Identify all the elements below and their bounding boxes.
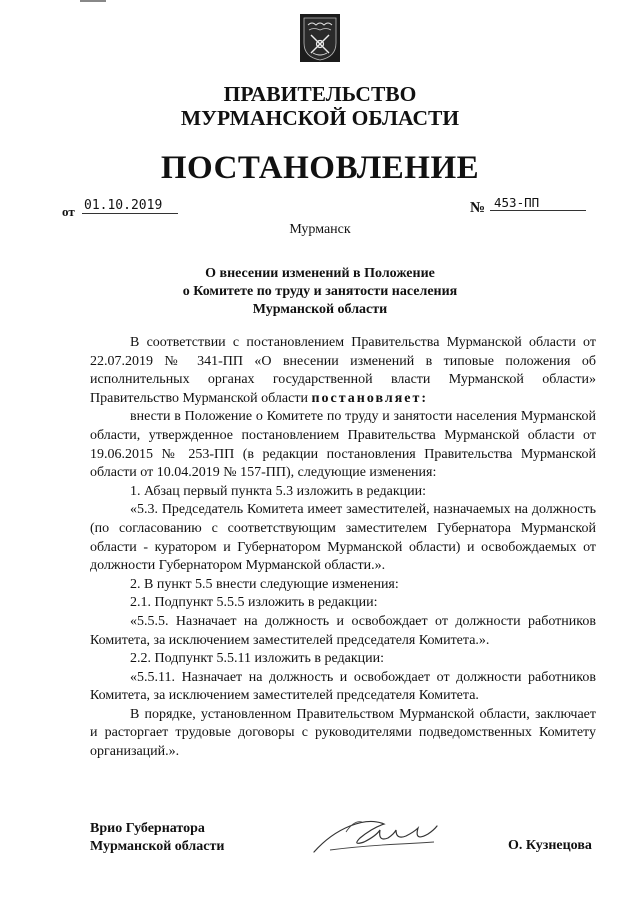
coat-of-arms-icon: [299, 13, 341, 63]
body-paragraph: [90, 334, 596, 408]
subject-line1: О внесении изменений в Положение: [205, 266, 435, 281]
body-paragraph: «5.5.5. Назначает на должность и освобождает от должности работников Комитета, за исключением заместителей председателя Комитета.».: [90, 613, 596, 648]
body-paragraph: 2. В пункт 5.5 внести следующие изменения:: [130, 576, 399, 592]
body-paragraph: «5.3. Председатель Комитета имеет заместителей, назначаемых на должность (по согласованию с соответствующим заместителем Губернатора Мурманской области - куратором и Губернатором Мурманской области) и освобождаемых от должности Губернатором Мурманской области.».: [90, 502, 596, 574]
government-name-line1: ПРАВИТЕЛЬСТВО: [223, 82, 417, 106]
body-paragraph: внести в Положение о Комитете по труду и занятости населения Мурманской области, утвержденное постановлением Правительства Мурманской области от 19.06.2015 № 253-ПП (в редакции постановления Правительства Мурманской области от 10.04.2019 № 157-ПП), следующие изменения:: [90, 409, 596, 481]
date-label: от: [62, 204, 75, 219]
body-paragraph: В порядке, установленном Правительством Мурманской области, заключает и расторгает трудовые договоры с руководителями подведомственных Комитету организаций.».: [90, 706, 596, 760]
number-value: 453-ПП: [490, 195, 586, 211]
government-name-line2: МУРМАНСКОЙ ОБЛАСТИ: [180, 106, 460, 130]
paragraph-text: В соответствии с постановлением Правительства Мурманской области от 22.07.2019 № 341-ПП «О внесении изменений в типовые положения об исполнительных органах государственной власти Мурманской области» Правительство Мурманской области: [90, 335, 596, 406]
city-name: Мурманск: [289, 222, 351, 237]
handwritten-signature-icon: [310, 812, 440, 862]
signatory-name: О. Кузнецова: [508, 838, 592, 853]
subject-line3: Мурманской области: [252, 302, 388, 317]
document-type-title: ПОСТАНОВЛЕНИЕ: [160, 150, 480, 186]
scan-artifact-line: [80, 0, 106, 2]
body-paragraph: 2.2. Подпункт 5.5.11 изложить в редакции:: [130, 651, 385, 667]
signatory-title-line2: Мурманской области: [90, 839, 225, 854]
signatory-title-line1: Врио Губернатора: [90, 821, 205, 836]
document-body: [90, 334, 596, 762]
body-paragraph: «5.5.11. Назначает на должность и освобождает от должности работников Комитета, за исключением заместителей председателя Комитета.: [90, 669, 596, 704]
body-paragraph: 1. Абзац первый пункта 5.3 изложить в редакции:: [130, 483, 427, 499]
resolution-word: постановляет:: [311, 390, 429, 406]
body-paragraph: 2.1. Подпункт 5.5.5 изложить в редакции:: [130, 595, 378, 611]
number-label: №: [470, 200, 486, 216]
subject-line2: о Комитете по труду и занятости населения: [182, 284, 458, 299]
date-value: 01.10.2019: [82, 198, 178, 214]
